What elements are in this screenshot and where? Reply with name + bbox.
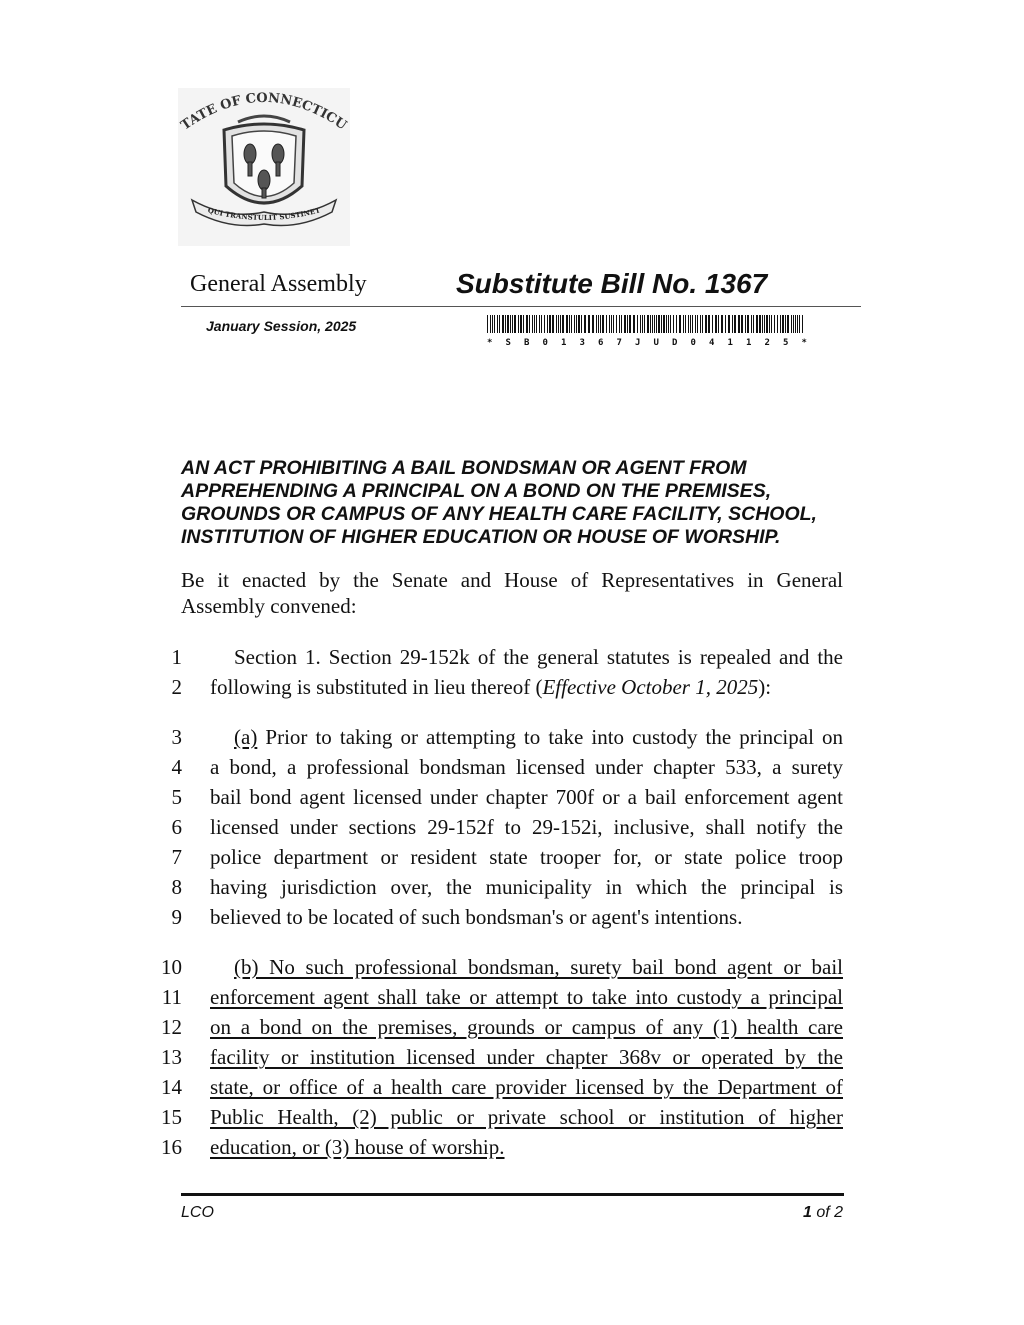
barcode-bar [753, 315, 754, 333]
barcode-bar [596, 315, 597, 333]
line-number: 1 [171, 645, 182, 669]
subsection-marker: (a) [234, 725, 258, 749]
line-number: 10 [161, 955, 182, 979]
line-number: 15 [161, 1105, 182, 1129]
barcode-bar [514, 315, 516, 333]
barcode-bar [791, 315, 792, 333]
barcode-bar [715, 315, 717, 333]
barcode-bar [613, 315, 614, 333]
barcode-bar [670, 315, 671, 333]
bill-title [181, 457, 861, 549]
barcode-bar [771, 315, 772, 333]
barcode-bar [658, 315, 660, 333]
barcode-bar [683, 315, 684, 333]
bill-line: Section 1. Section 29-152k of the general statutes is repealed and the [234, 645, 843, 669]
barcode-text [487, 338, 807, 348]
barcode-bar [751, 315, 752, 333]
barcode-bar [734, 315, 736, 333]
barcode-bar [661, 315, 662, 333]
page-total: of 2 [816, 1204, 843, 1221]
session-label: January Session, 2025 [206, 318, 357, 334]
barcode-bar [606, 315, 607, 333]
barcode-char: 1 [746, 338, 752, 348]
seal-label: TATE OF CONNECTICU [178, 90, 350, 134]
barcode-char: * [487, 338, 493, 348]
barcode-bar [795, 315, 796, 333]
barcode-bar [536, 315, 537, 333]
line-number: 9 [171, 905, 182, 929]
barcode-bar [627, 315, 628, 333]
header-divider [181, 306, 861, 307]
assembly-label: General Assembly [190, 271, 367, 297]
barcode-bar [741, 315, 743, 333]
barcode-bar [766, 315, 768, 333]
barcode-char: 4 [709, 338, 715, 348]
barcode-bar [663, 315, 665, 333]
barcode-bar [487, 315, 488, 333]
bill-line [210, 722, 843, 752]
barcode-char: 6 [598, 338, 604, 348]
barcode-bar [544, 315, 545, 333]
bill-title-line: GROUNDS OR CAMPUS OF ANY HEALTH CARE FACILITY, SCHOOL, [181, 503, 817, 525]
barcode-char: B [524, 338, 530, 348]
enacting-clause: Be it enacted by the Senate and House of Representatives in General Assembly convened: [181, 568, 843, 618]
barcode-bar [581, 315, 582, 333]
barcode-bar [629, 315, 631, 333]
barcode-bar [592, 315, 594, 333]
barcode-bar [571, 315, 572, 333]
barcode-bar [759, 315, 761, 333]
barcode-bar [562, 315, 564, 333]
barcode-bar [621, 315, 622, 333]
barcode-bar [558, 315, 559, 333]
bill-number: Substitute Bill No. 1367 [456, 268, 768, 299]
barcode-char: D [672, 338, 678, 348]
barcode-bar [764, 315, 765, 333]
line-number: 14 [161, 1075, 182, 1099]
line-number: 4 [171, 755, 182, 779]
barcode-bar [702, 315, 703, 333]
barcode-bar [756, 315, 758, 333]
line-number: 12 [161, 1015, 182, 1039]
barcode-bar [647, 315, 649, 333]
line-number: 6 [171, 815, 182, 839]
barcode-bar [769, 315, 770, 333]
page-current: 1 [802, 1204, 812, 1221]
line-number: 13 [161, 1045, 182, 1069]
barcode-bar [547, 315, 548, 333]
state-seal-icon [178, 88, 350, 246]
bill-line-text: following is substituted in lieu thereof ( [210, 675, 543, 699]
barcode-bar [793, 315, 794, 333]
bill-title-line: INSTITUTION OF HIGHER EDUCATION OR HOUSE OF WORSHIP. [181, 526, 781, 548]
barcode-bar [797, 315, 798, 333]
barcode-char: 7 [616, 338, 622, 348]
barcode-bar [676, 315, 677, 333]
barcode-bar [774, 315, 775, 333]
barcode-bar [640, 315, 641, 333]
barcode-bar [745, 315, 746, 333]
barcode-bar [541, 315, 542, 333]
line-number: 8 [171, 875, 182, 899]
barcode-bar [679, 315, 681, 333]
bill-line: bail bond agent licensed under chapter 700f or a bail enforcement agent [210, 785, 843, 809]
barcode-bar [539, 315, 540, 333]
barcode-char: 5 [783, 338, 789, 348]
bill-line: (b) No such professional bondsman, surety bail bond agent or bail [234, 955, 843, 979]
barcode-char: 0 [542, 338, 548, 348]
barcode-bar [633, 315, 635, 333]
barcode-bar [560, 315, 561, 333]
barcode-bar [708, 315, 710, 333]
barcode-bar [637, 315, 638, 333]
barcode-bar [700, 315, 701, 333]
barcode-bar [576, 315, 577, 333]
barcode-bar [624, 315, 626, 333]
barcode-char: 2 [764, 338, 770, 348]
barcode-bar [523, 315, 524, 333]
barcode-bar [695, 315, 696, 333]
bill-line: enforcement agent shall take or attempt to take into custody a principal [210, 985, 843, 1009]
barcode-bar [697, 315, 698, 333]
barcode-bar [574, 315, 575, 333]
barcode-bar [584, 315, 586, 333]
seal-motto: QUI TRANSTULIT SUSTINET [206, 205, 322, 223]
barcode-bar [688, 315, 689, 333]
barcode-char: 0 [690, 338, 696, 348]
barcode-bar [705, 315, 707, 333]
barcode-bar [780, 315, 781, 333]
barcode-bar [725, 315, 726, 333]
barcode-bar [497, 315, 498, 333]
barcode-bar [762, 315, 763, 333]
barcode-char: J [635, 338, 641, 348]
barcode-bar [654, 315, 655, 333]
barcode-bar [644, 315, 645, 333]
line-number: 7 [171, 845, 182, 869]
barcode-bar [738, 315, 740, 333]
barcode-bar [685, 315, 686, 333]
bill-line: facility or institution licensed under chapter 368v or operated by the [210, 1045, 843, 1069]
barcode-char: S [505, 338, 511, 348]
bill-line: Public Health, (2) public or private school or institution of higher [210, 1105, 843, 1129]
barcode-bar [549, 315, 551, 333]
bill-line-text: ): [758, 675, 772, 699]
barcode-bar [652, 315, 653, 333]
barcode-char: 3 [579, 338, 585, 348]
barcode-bar [569, 315, 570, 333]
barcode-bar [502, 315, 504, 333]
barcode-char: U [653, 338, 659, 348]
barcode-bar [512, 315, 513, 333]
barcode-bar [520, 315, 522, 333]
barcode-bar [556, 315, 557, 333]
barcode-bar [673, 315, 674, 333]
barcode-bar [499, 315, 500, 333]
barcode-bar [598, 315, 599, 333]
bill-line-text: education, or (3) house of worship. [210, 1135, 505, 1159]
barcode-bar [747, 315, 749, 333]
barcode-bar [732, 315, 733, 333]
barcode-bar [668, 315, 669, 333]
line-number: 3 [171, 725, 182, 749]
barcode-bar [690, 315, 691, 333]
barcode-bar [802, 315, 803, 333]
barcode-bar [656, 315, 657, 333]
barcode-bar [534, 315, 535, 333]
barcode-bar [494, 315, 495, 333]
barcode-icon [487, 315, 807, 333]
barcode-bar [777, 315, 778, 333]
barcode-bar [721, 315, 723, 333]
barcode-bar [785, 315, 786, 333]
barcode-bar [650, 315, 651, 333]
line-number: 16 [161, 1135, 182, 1159]
effective-date: Effective October 1, 2025 [542, 675, 759, 699]
bill-line: on a bond on the premises, grounds or campus of any (1) health care [210, 1015, 843, 1039]
bill-line [210, 1132, 843, 1162]
bill-line: police department or resident state trooper for, or state police troop [210, 845, 843, 869]
barcode-bar [692, 315, 693, 333]
line-number: 11 [161, 985, 182, 1009]
barcode-bar [787, 315, 789, 333]
barcode-bar [588, 315, 590, 333]
barcode-bar [490, 315, 491, 333]
barcode-bar [799, 315, 800, 333]
barcode-bar [578, 315, 580, 333]
barcode-char: 1 [727, 338, 733, 348]
barcode-char: * [801, 338, 807, 348]
barcode-bar [782, 315, 784, 333]
barcode-bar [507, 315, 509, 333]
barcode-bar [529, 315, 530, 333]
bill-line: a bond, a professional bondsman licensed under chapter 533, a surety [210, 755, 843, 779]
page-indicator [803, 1204, 843, 1222]
line-number: 5 [171, 785, 182, 809]
barcode-bar [518, 315, 519, 333]
barcode-bar [718, 315, 719, 333]
barcode-bar [602, 315, 604, 333]
bill-line: believed to be located of such bondsman's or agent's intentions. [210, 905, 743, 929]
bill-line-text: Prior to taking or attempting to take into custody the principal on [257, 725, 843, 749]
barcode-bar [611, 315, 612, 333]
barcode-bar [619, 315, 620, 333]
state-seal [178, 88, 350, 246]
footer-lco: LCO [181, 1204, 214, 1221]
barcode-bar [552, 315, 554, 333]
barcode-bar [666, 315, 667, 333]
barcode-bar [728, 315, 730, 333]
barcode-bar [609, 315, 610, 333]
barcode-bar [492, 315, 493, 333]
barcode-bar [526, 315, 528, 333]
barcode-bar [712, 315, 713, 333]
bill-line: state, or office of a health care provider licensed by the Department of [210, 1075, 843, 1099]
barcode-bar [600, 315, 601, 333]
barcode-bar [566, 315, 568, 333]
bill-line [210, 672, 843, 702]
barcode-bar [642, 315, 643, 333]
bill-line: having jurisdiction over, the municipality in which the principal is [210, 875, 843, 899]
barcode-bar [510, 315, 511, 333]
barcode-char: 1 [561, 338, 567, 348]
bill-title-line: AN ACT PROHIBITING A BAIL BONDSMAN OR AGENT FROM [181, 457, 747, 479]
barcode-bar [532, 315, 533, 333]
bill-line: licensed under sections 29-152f to 29-152i, inclusive, shall notify the [210, 815, 843, 839]
footer-divider [181, 1193, 844, 1196]
barcode-bar [505, 315, 506, 333]
bill-title-line: APPREHENDING A PRINCIPAL ON A BOND ON THE PREMISES, [181, 480, 772, 502]
barcode-bar [616, 315, 617, 333]
barcode [487, 315, 807, 333]
line-number: 2 [171, 675, 182, 699]
